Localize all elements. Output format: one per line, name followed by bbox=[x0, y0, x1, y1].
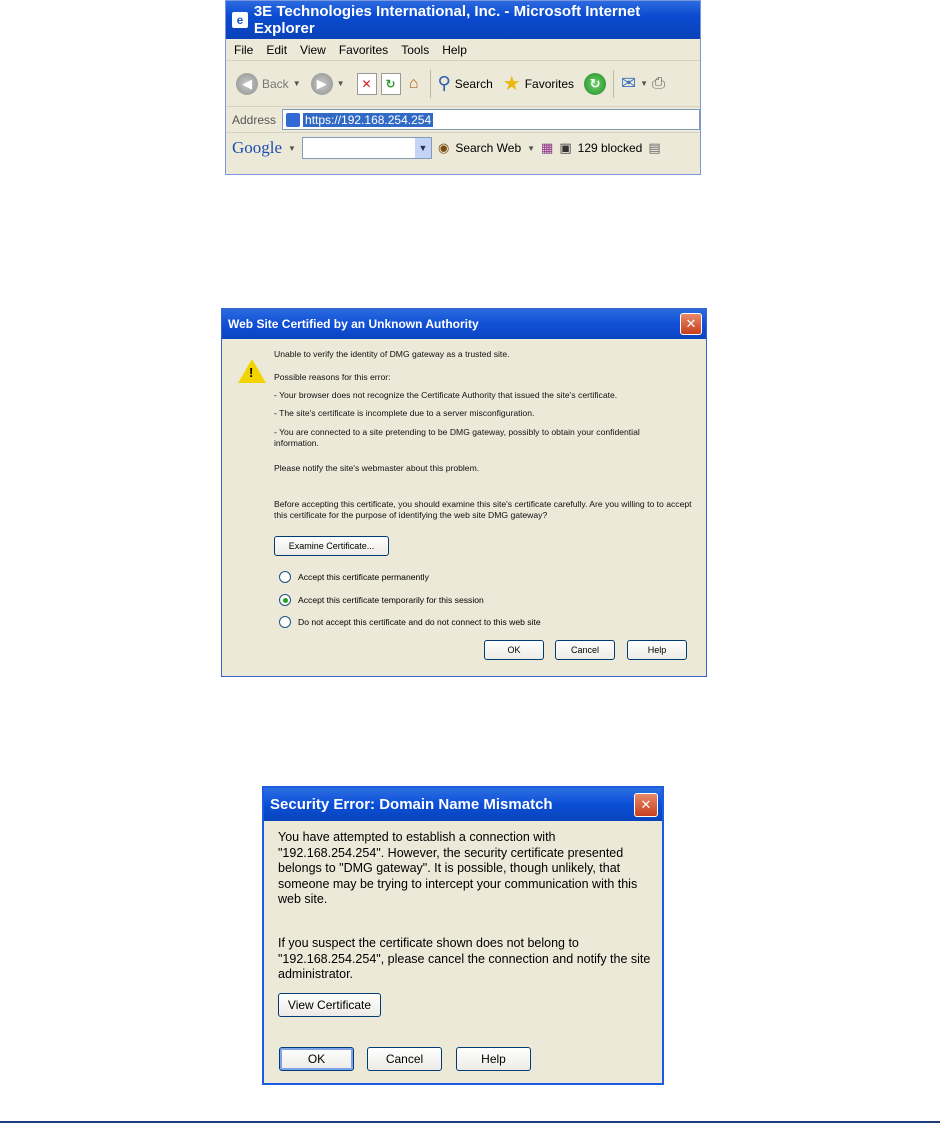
refresh-icon[interactable]: ↻ bbox=[381, 73, 401, 95]
forward-arrow-icon: ▶ bbox=[311, 73, 333, 95]
menu-file[interactable]: File bbox=[234, 42, 254, 57]
search-icon: ⚲ bbox=[437, 73, 451, 93]
google-logo[interactable]: Google bbox=[232, 138, 283, 157]
ie-title-bar bbox=[226, 1, 700, 39]
pagerank-icon[interactable]: ▦ bbox=[541, 140, 554, 155]
address-value: https://192.168.254.254 bbox=[305, 112, 432, 127]
print-icon[interactable]: ⎙ bbox=[652, 74, 665, 92]
suspect-paragraph: If you suspect the certificate shown does not belong to "192.168.254.254", please cancel the connection and notify the site administrator. bbox=[278, 936, 651, 982]
accept-permanently-option[interactable] bbox=[279, 571, 429, 583]
dialog-title-bar bbox=[264, 788, 662, 821]
toolbar-separator bbox=[430, 70, 431, 98]
toolbar-separator bbox=[613, 70, 614, 98]
ie-menu-bar bbox=[226, 39, 700, 61]
reasons-heading: Possible reasons for this error: bbox=[274, 372, 391, 382]
radio-button[interactable] bbox=[279, 571, 291, 583]
intro-text: Unable to verify the identity of DMG gateway as a trusted site. bbox=[274, 349, 510, 359]
popup-blocker-icon: ▣ bbox=[559, 140, 572, 155]
search-web-button[interactable]: Search Web bbox=[455, 141, 522, 155]
ie-logo-icon: e bbox=[232, 12, 248, 28]
option-label: Accept this certificate permanently bbox=[298, 572, 429, 582]
back-arrow-icon: ◀ bbox=[236, 73, 258, 95]
do-not-accept-option[interactable] bbox=[279, 616, 541, 628]
cancel-button[interactable]: Cancel bbox=[367, 1047, 442, 1071]
history-icon[interactable]: ↻ bbox=[584, 73, 606, 95]
mail-icon[interactable]: ✉ bbox=[621, 73, 637, 93]
notify-text: Please notify the site's webmaster about this problem. bbox=[274, 463, 480, 473]
address-bar bbox=[226, 107, 700, 133]
close-icon[interactable]: ✕ bbox=[680, 313, 702, 335]
help-button[interactable]: Help bbox=[456, 1047, 531, 1071]
cancel-button[interactable]: Cancel bbox=[555, 640, 615, 660]
option-label: Do not accept this certificate and do not connect to this web site bbox=[298, 617, 541, 627]
accept-session-option[interactable] bbox=[279, 594, 484, 606]
menu-help[interactable]: Help bbox=[442, 42, 467, 57]
ie-window-title: 3E Technologies International, Inc. - Microsoft Internet Explorer bbox=[253, 3, 641, 37]
ok-button[interactable]: OK bbox=[279, 1047, 354, 1071]
mail-dropdown-icon[interactable]: ▼ bbox=[640, 79, 649, 88]
forward-dropdown-icon[interactable]: ▼ bbox=[336, 79, 345, 88]
page-divider bbox=[0, 1121, 940, 1123]
close-icon[interactable]: ✕ bbox=[634, 793, 658, 817]
reason-item: - Your browser does not recognize the Certificate Authority that issued the site's certificate. bbox=[274, 390, 618, 400]
before-accept-text: Before accepting this certificate, you should examine this site's certificate carefully. Are you willing to to accept this certificate for the purpose of identifying the web site DMG gateway? bbox=[274, 499, 692, 520]
view-certificate-button[interactable]: View Certificate bbox=[278, 993, 381, 1017]
radio-button[interactable] bbox=[279, 616, 291, 628]
back-label: Back bbox=[262, 76, 289, 91]
search-label: Search bbox=[454, 76, 493, 91]
mismatch-paragraph: You have attempted to establish a connection with "192.168.254.254". However, the security certificate presented belongs to "DMG gateway". It is possible, though unlikely, that someone may be trying to intercept your communication with this web site. bbox=[278, 830, 638, 907]
ok-button[interactable]: OK bbox=[484, 640, 544, 660]
option-label: Accept this certificate temporarily for this session bbox=[298, 595, 484, 605]
back-dropdown-icon[interactable]: ▼ bbox=[292, 79, 301, 88]
ie-window bbox=[225, 0, 701, 175]
search-button[interactable] bbox=[438, 73, 493, 94]
reason-item: - You are connected to a site pretending to be DMG gateway, possibly to obtain your confidential information. bbox=[274, 427, 640, 448]
ie-toolbar bbox=[226, 61, 700, 107]
domain-mismatch-dialog bbox=[262, 786, 664, 1085]
examine-certificate-button[interactable]: Examine Certificate... bbox=[274, 536, 389, 556]
google-toolbar bbox=[226, 133, 700, 163]
address-label: Address bbox=[232, 112, 277, 127]
reason-item: - The site's certificate is incomplete due to a server misconfiguration. bbox=[274, 408, 535, 418]
favorites-button[interactable] bbox=[503, 71, 574, 96]
help-button[interactable]: Help bbox=[627, 640, 687, 660]
menu-tools[interactable]: Tools bbox=[401, 42, 430, 57]
unknown-authority-dialog bbox=[221, 308, 707, 677]
home-icon[interactable]: ⌂ bbox=[408, 74, 419, 92]
chevron-down-icon[interactable]: ▼ bbox=[415, 138, 431, 158]
radio-button-selected[interactable] bbox=[279, 594, 291, 606]
address-input[interactable] bbox=[282, 109, 700, 130]
google-search-input[interactable] bbox=[302, 137, 432, 159]
menu-view[interactable]: View bbox=[300, 42, 326, 57]
binoculars-icon: ◉ bbox=[437, 140, 450, 155]
menu-favorites[interactable]: Favorites bbox=[338, 42, 389, 57]
dialog-title: Security Error: Domain Name Mismatch bbox=[270, 796, 553, 813]
stop-icon[interactable]: ✕ bbox=[357, 73, 377, 95]
favorites-star-icon: ★ bbox=[502, 73, 521, 95]
search-web-dropdown-icon[interactable]: ▼ bbox=[527, 143, 536, 153]
google-menu-dropdown-icon[interactable]: ▼ bbox=[288, 143, 296, 153]
popup-blocked-count[interactable]: 129 blocked bbox=[577, 141, 643, 155]
dialog-title: Web Site Certified by an Unknown Authority bbox=[228, 317, 479, 331]
favorites-label: Favorites bbox=[524, 76, 575, 91]
forward-button[interactable] bbox=[311, 73, 345, 95]
options-icon[interactable]: ▤ bbox=[648, 140, 661, 155]
dialog-title-bar bbox=[222, 309, 706, 339]
back-button[interactable] bbox=[236, 73, 301, 95]
radio-selected-dot bbox=[283, 598, 288, 603]
menu-edit[interactable]: Edit bbox=[266, 42, 288, 57]
warning-exclamation-icon: ! bbox=[249, 365, 254, 380]
page-icon bbox=[286, 113, 300, 127]
